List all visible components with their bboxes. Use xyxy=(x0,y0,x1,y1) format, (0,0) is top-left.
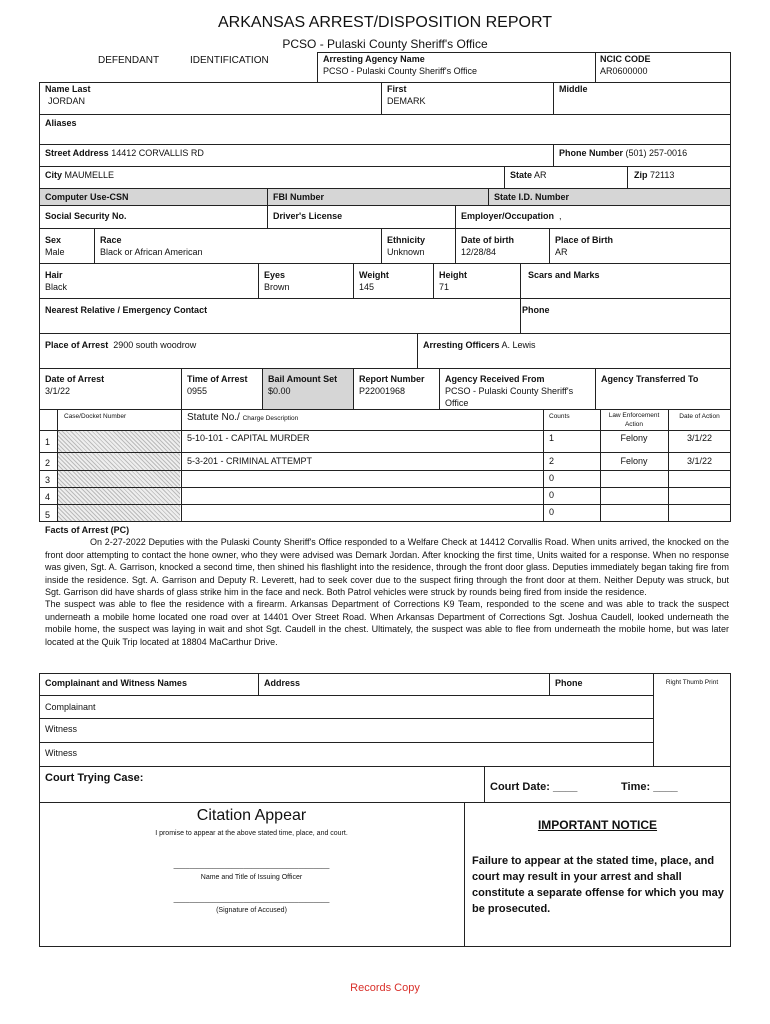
relative-label: Nearest Relative / Emergency Contact xyxy=(45,305,208,315)
notice-line: be prosecuted. xyxy=(472,903,551,915)
phone-value: (501) 257-0016 xyxy=(625,148,688,158)
agency-value[interactable]: PCSO - Pulaski County Sheriff's Office xyxy=(323,66,477,76)
ncic-label: NCIC CODE xyxy=(600,54,651,64)
charge-row-num: 5 xyxy=(45,510,51,520)
charge-row-num: 3 xyxy=(45,475,51,485)
place-of-arrest[interactable] xyxy=(45,340,196,351)
city[interactable] xyxy=(45,170,114,181)
report-subtitle: PCSO - Pulaski County Sheriff's Office xyxy=(282,37,488,51)
sex-value[interactable]: Male xyxy=(45,247,65,257)
notice-text xyxy=(472,853,724,917)
notice-line: court may result in your arrest and shall xyxy=(472,871,682,883)
agency-received-value-1[interactable]: PCSO - Pulaski County Sheriff's xyxy=(445,386,574,396)
charge-row-statute[interactable]: 5-10-101 - CAPITAL MURDER xyxy=(187,433,310,443)
city-value: MAUMELLE xyxy=(64,170,115,180)
accused-label: (Signature of Accused) xyxy=(216,907,287,914)
height-value[interactable]: 71 xyxy=(439,282,450,292)
charge-row-num: 1 xyxy=(45,437,51,447)
sex-label: Sex xyxy=(45,235,62,245)
state-label: State xyxy=(510,170,533,180)
report-number-label: Report Number xyxy=(359,374,425,384)
docket-hatch xyxy=(58,430,180,521)
state-value: AR xyxy=(534,170,547,180)
court-date-label[interactable]: Court Date: ____ xyxy=(490,781,578,793)
name-first-value[interactable]: DEMARK xyxy=(387,96,426,106)
weight-value[interactable]: 145 xyxy=(359,282,375,292)
charge-row-counts[interactable]: 2 xyxy=(549,456,555,466)
phone-number[interactable] xyxy=(559,148,687,159)
time-arrest-value[interactable]: 0955 xyxy=(187,386,208,396)
employer-label: Employer/Occupation xyxy=(461,211,555,221)
dob-value[interactable]: 12/28/84 xyxy=(461,247,497,257)
le-action-label-2: Action xyxy=(624,421,644,428)
eyes-label: Eyes xyxy=(264,270,286,280)
state[interactable] xyxy=(510,170,547,181)
charge-row-num: 4 xyxy=(45,492,51,502)
officer-signature-line[interactable]: ________________________________________ xyxy=(173,862,330,869)
charge-row-num: 2 xyxy=(45,458,51,468)
date-arrest-value[interactable]: 3/1/22 xyxy=(45,386,71,396)
name-last-label: Name Last xyxy=(45,84,91,94)
charge-desc-label: Charge Description xyxy=(242,415,299,422)
charge-row-statute[interactable]: 5-3-201 - CRIMINAL ATTEMPT xyxy=(187,456,313,466)
notice-title: IMPORTANT NOTICE xyxy=(537,818,658,832)
hair-label: Hair xyxy=(45,270,63,280)
agency-transferred-label: Agency Transferred To xyxy=(601,374,699,384)
ethnicity-label: Ethnicity xyxy=(387,235,426,245)
witness-names-label: Complainant and Witness Names xyxy=(45,678,187,688)
street-address[interactable] xyxy=(45,148,204,159)
charge-row-action[interactable]: Felony xyxy=(620,456,648,466)
employer-value: , xyxy=(559,211,562,221)
facts-label: Facts of Arrest (PC) xyxy=(45,525,130,535)
name-last-value[interactable]: JORDAN xyxy=(48,96,86,106)
citation-title: Citation Appear xyxy=(196,807,307,824)
charge-row-date[interactable]: 3/1/22 xyxy=(686,433,713,443)
counts-label: Counts xyxy=(549,413,570,420)
phone-label: Phone Number xyxy=(559,148,624,158)
witness-phone-label: Phone xyxy=(555,678,583,688)
name-middle-label: Middle xyxy=(559,84,588,94)
charge-row-counts[interactable]: 0 xyxy=(549,473,555,483)
zip-label: Zip xyxy=(634,170,648,180)
pob-label: Place of Birth xyxy=(555,235,614,245)
pob-value[interactable]: AR xyxy=(555,247,568,257)
date-action-label: Date of Action xyxy=(679,413,720,420)
date-arrest-label: Date of Arrest xyxy=(45,374,105,384)
street-value: 14412 CORVALLIS RD xyxy=(111,148,204,158)
race-label: Race xyxy=(100,235,122,245)
zip[interactable] xyxy=(634,170,674,181)
scars-label: Scars and Marks xyxy=(528,270,600,280)
notice-line: constitute a separate offense for which you may xyxy=(472,887,724,899)
agency-received-label: Agency Received From xyxy=(445,374,545,384)
charge-row-date[interactable]: 3/1/22 xyxy=(686,456,713,466)
identification-label: IDENTIFICATION xyxy=(190,55,269,66)
report-number-value[interactable]: P22001968 xyxy=(359,386,406,396)
time-arrest-label: Time of Arrest xyxy=(187,374,248,384)
arresting-officers[interactable] xyxy=(423,340,536,351)
place-label: Place of Arrest xyxy=(45,340,109,350)
relative-phone-label: Phone xyxy=(522,305,550,315)
statute-label xyxy=(187,412,298,425)
agency-label: Arresting Agency Name xyxy=(323,54,425,64)
defendant-label: DEFENDANT xyxy=(98,55,160,66)
officer-label: Name and Title of Issuing Officer xyxy=(200,874,303,881)
witness-row[interactable]: Witness xyxy=(45,748,78,758)
bail-label: Bail Amount Set xyxy=(268,374,338,384)
case-docket-label: Case/Docket Number xyxy=(64,413,127,420)
csn-label: Computer Use-CSN xyxy=(45,192,129,202)
bail-value[interactable]: $0.00 xyxy=(268,386,291,396)
officers-value: A. Lewis xyxy=(501,340,536,350)
le-action-label xyxy=(600,411,668,429)
charge-row-counts[interactable]: 0 xyxy=(549,490,555,500)
id-header-shade xyxy=(40,189,730,205)
zip-value: 72113 xyxy=(650,170,675,180)
charge-row-counts[interactable]: 1 xyxy=(549,433,555,443)
agency-received-value-2[interactable]: Office xyxy=(445,398,469,408)
witness-address-label: Address xyxy=(264,678,301,688)
ncic-value[interactable]: AR0600000 xyxy=(600,66,648,76)
ssn-label: Social Security No. xyxy=(45,211,127,221)
citation-promise: I promise to appear at the above stated time, place, and court. xyxy=(155,830,348,837)
fbi-label: FBI Number xyxy=(273,192,325,202)
race-value[interactable]: Black or African American xyxy=(100,247,203,257)
witness-row[interactable]: Witness xyxy=(45,724,78,734)
court-trying-label[interactable]: Court Trying Case: xyxy=(45,772,144,784)
facts-of-arrest[interactable] xyxy=(45,524,729,648)
facts-paragraph-2: The suspect was able to flee the residence with a firearm. Arkansas Department of Corrections K9 Team, responded to the scene and was able to track the suspect underneath a mobile home located one road over at 14401 Over Street Road. When Arkansas Department of Corrections Sgt. Joshua Caudell, looked underneath the mobile home, the suspect was laying in wait and shot Sgt. Caudell in the chest. Ultimately, the suspect was able to flee from underneath the mobile home, but was later located at the Quik Trip located at 18804 MaCarthur Drive. xyxy=(45,599,729,647)
accused-signature-line[interactable]: ________________________________________ xyxy=(173,896,330,903)
dl-label: Driver's License xyxy=(273,211,343,221)
hair-value[interactable]: Black xyxy=(45,282,68,292)
court-time-label[interactable]: Time: ____ xyxy=(621,781,678,793)
place-value: 2900 south woodrow xyxy=(113,340,197,350)
aliases-label: Aliases xyxy=(45,118,77,128)
notice-line: Failure to appear at the stated time, place, and xyxy=(472,855,715,867)
charge-row-counts[interactable]: 0 xyxy=(549,507,555,517)
eyes-value[interactable]: Brown xyxy=(264,282,290,292)
city-label: City xyxy=(45,170,63,180)
height-label: Height xyxy=(439,270,467,280)
street-label: Street Address xyxy=(45,148,109,158)
facts-paragraph-1: On 2-27-2022 Deputies with the Pulaski County Sheriff's Office responded to a Welfare Check at 14412 Corvallis Road. When units arrived, the knocked on the front door attempting to contact the hone owner, who they were advised was Demark Jordan. After knocking the first time, Units waited for a response. When no response was given, Sgt. A. Garrison, knocked a second time, then shined his flashlight into the residence, through the front door glass. Deputies immediately began taking fire from inside the residence. Sgt. A. Garrison and Deputy R. Leverett, had to seek cover due to the suspect firing through the front door at them. Neither Deputy was struck, but Sgt. Garrison did have shards of glass strike him in the face and neck. Both Patrol vehicles were struck by rounds being fired from inside the residence. xyxy=(45,537,729,598)
report-title: ARKANSAS ARREST/DISPOSITION REPORT xyxy=(218,14,552,31)
records-copy-label: Records Copy xyxy=(350,982,420,994)
thumb-print-label: Right Thumb Print xyxy=(665,679,719,686)
charge-row-action[interactable]: Felony xyxy=(620,433,648,443)
state-id-label: State I.D. Number xyxy=(494,192,570,202)
statute-no-label: Statute No./ xyxy=(187,412,240,423)
name-first-label: First xyxy=(387,84,407,94)
dob-label: Date of birth xyxy=(461,235,514,245)
employer[interactable] xyxy=(461,211,562,222)
ethnicity-value[interactable]: Unknown xyxy=(387,247,425,257)
officers-label: Arresting Officers xyxy=(423,340,500,350)
witness-row[interactable]: Complainant xyxy=(45,702,96,712)
le-action-label-1: Law Enforcement xyxy=(608,412,660,419)
weight-label: Weight xyxy=(359,270,389,280)
